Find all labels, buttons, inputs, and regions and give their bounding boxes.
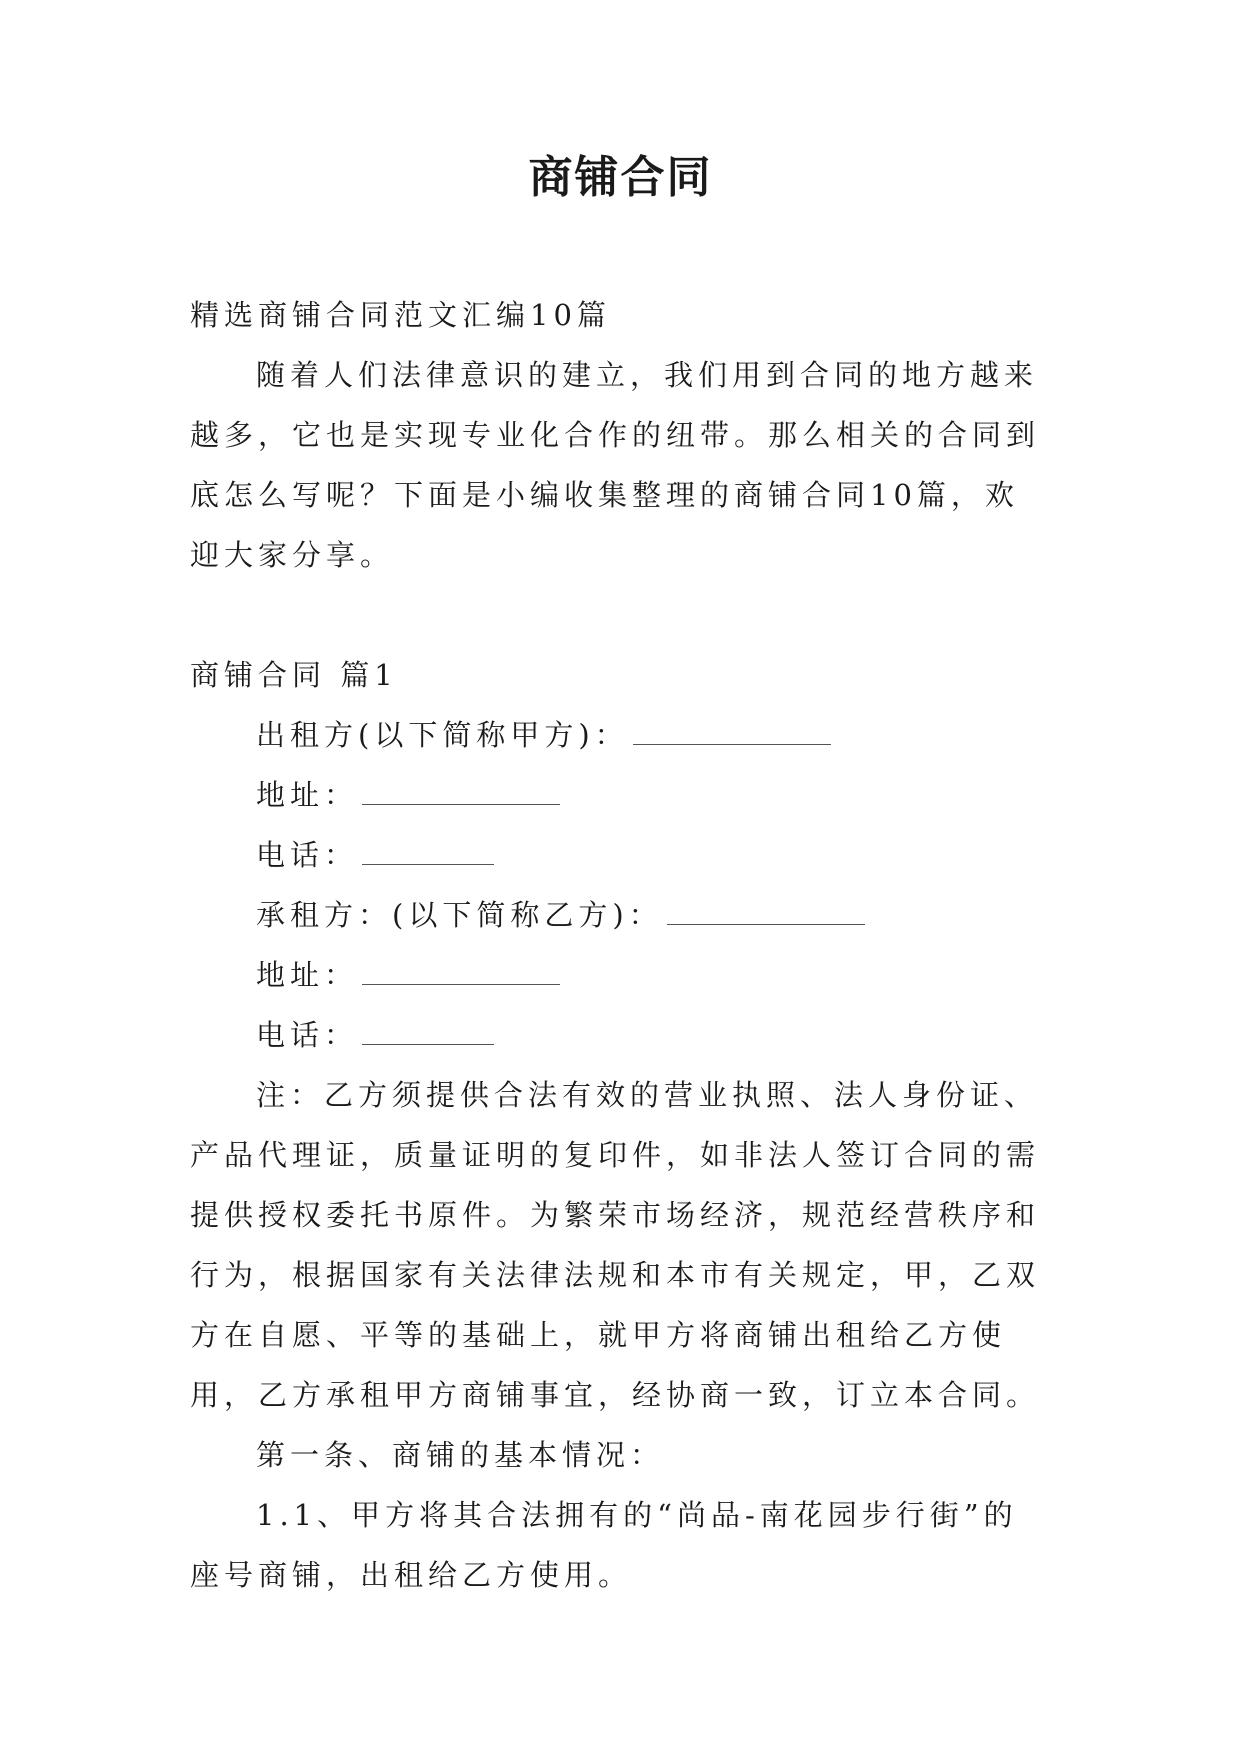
article-1-1-paragraph: 1.1、甲方将其合法拥有的“尚品-南花园步行街”的座号商铺，出租给乙方使用。	[190, 1498, 1018, 1592]
lessor-address-label: 地址：	[256, 778, 359, 812]
lessee-address-field	[190, 945, 1050, 1005]
lessee-phone-field	[190, 1005, 1050, 1065]
lessor-address-blank	[362, 780, 560, 805]
lessor-field	[190, 705, 1050, 765]
lessor-phone-label: 电话：	[256, 838, 359, 872]
lessee-address-blank	[362, 960, 560, 985]
section-spacer	[190, 585, 1050, 645]
lessee-phone-label: 电话：	[256, 1018, 359, 1052]
lessor-blank	[633, 720, 831, 745]
document-body	[190, 285, 1050, 1605]
article-1-heading: 第一条、商铺的基本情况：	[256, 1438, 665, 1472]
document-subtitle: 精选商铺合同范文汇编10篇	[190, 298, 611, 332]
section-heading: 商铺合同 篇1	[190, 658, 398, 692]
lessor-phone-field	[190, 825, 1050, 885]
note-paragraph: 注：乙方须提供合法有效的营业执照、法人身份证、产品代理证，质量证明的复印件，如非法人签订合同的需提供授权委托书原件。为繁荣市场经济，规范经营秩序和行为，根据国家有关法律法规和本市有关规定，甲，乙双方在自愿、平等的基础上，就甲方将商铺出租给乙方使用，乙方承租甲方商铺事宜，经协商一致，订立本合同。	[190, 1078, 1041, 1412]
lessee-address-label: 地址：	[256, 958, 359, 992]
lessor-phone-blank	[362, 840, 494, 865]
lessor-address-field	[190, 765, 1050, 825]
lessee-blank	[667, 900, 865, 925]
lessee-phone-blank	[362, 1020, 494, 1045]
lessor-label: 出租方(以下简称甲方)：	[256, 718, 629, 752]
lessee-label: 承租方：(以下简称乙方)：	[256, 898, 663, 932]
document-title: 商铺合同	[528, 152, 713, 203]
intro-paragraph: 随着人们法律意识的建立，我们用到合同的地方越来越多，它也是实现专业化合作的纽带。那么相关的合同到底怎么写呢？下面是小编收集整理的商铺合同10篇，欢迎大家分享。	[190, 358, 1041, 572]
lessee-field	[190, 885, 1050, 945]
